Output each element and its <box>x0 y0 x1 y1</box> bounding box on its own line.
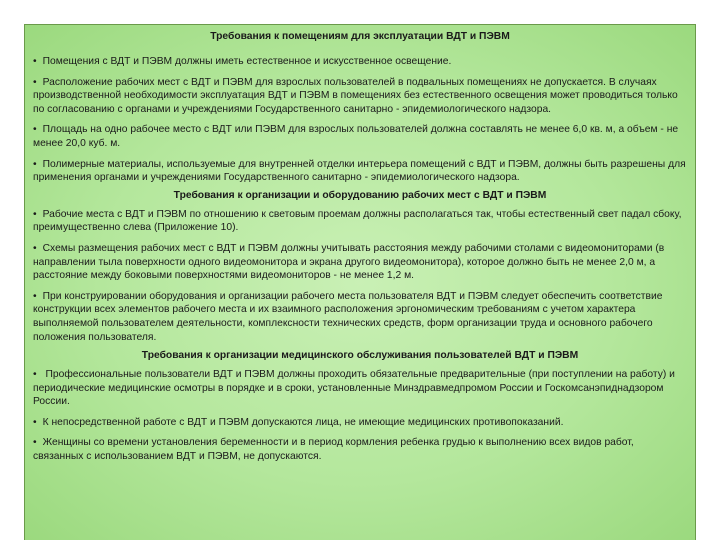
bullet-icon: • <box>33 76 37 88</box>
list-item: • Площадь на одно рабочее место с ВДТ или ПЭВМ для взрослых пользователей должна составлять не менее 6,0 кв. м, а объем - не менее 20,0 куб. м. <box>33 124 679 149</box>
bullet-icon: • <box>33 124 37 136</box>
bullet-icon: • <box>33 158 37 170</box>
list-item: • Схемы размещения рабочих мест с ВДТ и ПЭВМ должны учитывать расстояния между рабочими столами с видеомониторами (в направлении тыла поверхности одного видеомонитора и экрана другого видеомонитора), которое должно быть не менее 2,0 м, а расстояние между боковыми поверхностями видеомониторов - не менее 1,2 м. <box>33 242 665 282</box>
list-item: • Полимерные материалы, используемые для внутренней отделки интерьера помещений с ВДТ и ПЭВМ, должны быть разрешены для применения органами и учреждениями Государственного санитарно - эпидемиологического надзора. <box>33 158 686 184</box>
section-heading-workplaces: Требования к организации и оборудованию рабочих мест с ВДТ и ПЭВМ <box>173 189 547 201</box>
list-item: • Расположение рабочих мест с ВДТ и ПЭВМ для взрослых пользователей в подвальных помещениях не допускается. В случаях производственной необходимости эксплуатация ВДТ и ПЭВМ в помещениях без естественного освещения может проводиться только по согласованию с органами и учреждениями Государственного санитарно - эпидемиологического надзора. <box>33 76 678 115</box>
bullet-icon: • <box>33 56 37 67</box>
bullet-icon: • <box>33 208 37 220</box>
list-item: • Профессиональные пользователи ВДТ и ПЭВМ должны проходить обязательные предварительные (при поступлении на работу) и периодические медицинские осмотры в порядке и в сроки, установленные Минздравмедпромом России и Госкомсанэпиднадзором России. <box>33 369 675 408</box>
bullet-icon: • <box>33 290 37 302</box>
content-panel <box>24 24 696 540</box>
list-item: • Рабочие места с ВДТ и ПЭВМ по отношению к световым проемам должны располагаться так, чтобы естественный свет падал сбоку, преимущественно слева (Приложение 10). <box>33 208 682 234</box>
section-heading-premises: Требования к помещениям для эксплуатации ВДТ и ПЭВМ <box>210 31 510 42</box>
bullet-icon: • <box>33 416 37 428</box>
bullet-icon: • <box>33 437 37 449</box>
list-item: • К непосредственной работе с ВДТ и ПЭВМ допускаются лица, не имеющие медицинских противопоказаний. <box>33 416 564 428</box>
list-item: • Женщины со времени установления беременности и в период кормления ребенка грудью к выполнению всех видов работ, связанных с использованием ВДТ и ПЭВМ, не допускаются. <box>33 437 634 463</box>
list-item: • Помещения с ВДТ и ПЭВМ должны иметь естественное и искусственное освещение. <box>33 56 452 67</box>
section-heading-medical: Требования к организации медицинского обслуживания пользователей ВДТ и ПЭВМ <box>141 350 579 362</box>
bullet-icon: • <box>33 369 37 381</box>
list-item: • При конструировании оборудования и организации рабочего места пользователя ВДТ и ПЭВМ следует обеспечить соответствие конструкции всех элементов рабочего места и их взаимного расположения эргономическим требованиям с учетом характера выполняемой пользователем деятельности, комплексности технических средств, форм организации труда и основного рабочего положения пользователя. <box>33 290 663 343</box>
bullet-icon: • <box>33 242 37 254</box>
